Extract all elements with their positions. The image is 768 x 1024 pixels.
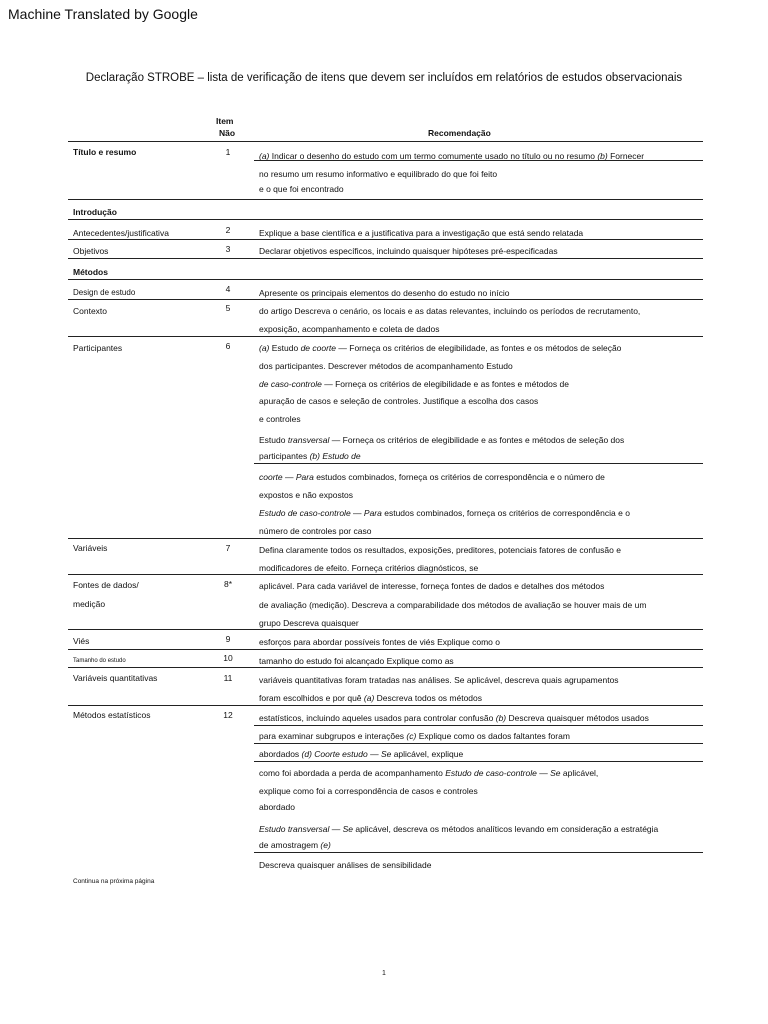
recommendation-text: aplicável. Para cada variável de interesse, forneça fontes de dados e detalhes dos métodos — [259, 581, 605, 591]
section-methods: Métodos — [73, 267, 108, 277]
row-number-objetivos: 3 — [225, 244, 231, 254]
recommendation-text: Declarar objetivos específicos, incluindo quaisquer hipóteses pré-especificadas — [259, 246, 558, 256]
row-rule — [68, 336, 703, 337]
row-number-fontes: 8* — [223, 579, 233, 589]
recommendation-text: participantes (b) Estudo de — [259, 451, 361, 461]
recommendation-text: Apresente os principais elementos do desenho do estudo no início — [259, 288, 510, 298]
recommendation-text: explique como foi a correspondência de casos e controles — [259, 786, 478, 796]
row-rule — [68, 574, 703, 575]
recommendation-text: expostos e não expostos — [259, 490, 354, 500]
recommendation-text: Estudo transversal — Forneça os critérios de elegibilidade e as fontes e métodos de seleção dos — [259, 435, 625, 445]
row-label-contexto: Contexto — [73, 306, 108, 316]
recommendation-text: dos participantes. Descrever métodos de acompanhamento Estudo — [259, 361, 513, 371]
row-rule — [254, 761, 703, 762]
row-number-variaveis: 7 — [225, 543, 231, 553]
recommendation-text: para examinar subgrupos e interações (c) Explique como os dados faltantes foram — [259, 731, 570, 741]
recommendation-text: esforços para abordar possíveis fontes de viés Explique como o — [259, 637, 500, 647]
row-label-objetivos: Objetivos — [73, 246, 109, 256]
recommendation-text: do artigo Descreva o cenário, os locais e as datas relevantes, incluindo os períodos de recrutamento, — [259, 306, 641, 316]
page-number: 1 — [382, 970, 386, 977]
row-number-vies: 9 — [225, 634, 231, 644]
row-rule — [68, 299, 703, 300]
recommendation-text: (a) Estudo de coorte — Forneça os critérios de elegibilidade, as fontes e os métodos de seleção — [259, 343, 622, 353]
header-item: Item — [216, 116, 234, 126]
row-rule — [68, 649, 703, 650]
recommendation-text: grupo Descreva quaisquer — [259, 618, 359, 628]
recommendation-text: foram escolhidos e por quê (a) Descreva todos os métodos — [259, 693, 483, 703]
row-label-design: Design de estudo — [73, 288, 136, 297]
row-number-estatisticos: 12 — [223, 710, 233, 720]
row-label-quantitativas: Variáveis quantitativas — [73, 673, 158, 683]
row-label-variaveis: Variáveis — [73, 543, 108, 553]
recommendation-text: modificadores de efeito. Forneça critérios diagnósticos, se — [259, 563, 479, 573]
row-rule — [68, 538, 703, 539]
recommendation-text: e o que foi encontrado — [259, 184, 344, 194]
row-number-antecedentes: 2 — [225, 225, 231, 235]
row-number-quantitativas: 11 — [223, 673, 233, 683]
row-rule — [68, 705, 703, 706]
row-number-tamanho: 10 — [223, 653, 233, 663]
recommendation-text: número de controles por caso — [259, 526, 372, 536]
recommendation-text: coorte — Para estudos combinados, forneça os critérios de correspondência e o número de — [259, 472, 605, 482]
row-label-fontes-2: medição — [73, 599, 106, 609]
recommendation-text: Defina claramente todos os resultados, exposições, preditores, potenciais fatores de confusão e — [259, 545, 621, 555]
recommendation-text: Descreva quaisquer análises de sensibilidade — [259, 860, 432, 870]
row-number-participantes: 6 — [225, 341, 231, 351]
recommendation-text: e controles — [259, 414, 301, 424]
recommendation-text: de caso-controle — Forneça os critérios de elegibilidade e as fontes e métodos de — [259, 379, 569, 389]
recommendation-text: exposição, acompanhamento e coleta de dados — [259, 324, 440, 334]
recommendation-text: abordados (d) Coorte estudo — Se aplicável, explique — [259, 749, 464, 759]
recommendation-text: abordado — [259, 802, 295, 812]
section-rule — [68, 279, 703, 280]
row-rule — [68, 629, 703, 630]
recommendation-text: tamanho do estudo foi alcançado Explique como as — [259, 656, 454, 666]
recommendation-text: estatísticos, incluindo aqueles usados para controlar confusão (b) Descreva quaisquer métodos usados — [259, 713, 649, 723]
row-label-tamanho: Tamanho do estudo — [73, 658, 126, 664]
recommendation-text: de avaliação (medição). Descreva a comparabilidade dos métodos de avaliação se houver mais de um — [259, 600, 647, 610]
header-number: Não — [219, 128, 236, 138]
row-rule — [68, 239, 703, 240]
recommendation-text: apuração de casos e seleção de controles. Justifique a escolha dos casos — [259, 396, 539, 406]
row-number-design: 4 — [225, 284, 231, 294]
document-title: Declaração STROBE – lista de verificação de itens que devem ser incluídos em relatórios de estudos observacionais — [85, 72, 683, 84]
row-rule — [254, 463, 703, 464]
header-rule — [68, 141, 703, 142]
recommendation-text: (a) Indicar o desenho do estudo com um termo comumente usado no título ou no resumo (b) Fornecer — [259, 151, 645, 161]
row-rule — [68, 667, 703, 668]
recommendation-text: de amostragem (e) — [259, 840, 331, 850]
recommendation-text: Explique a base científica e a justificativa para a investigação que está sendo relatada — [259, 228, 584, 238]
row-rule — [254, 725, 703, 726]
recommendation-text: Estudo transversal — Se aplicável, descreva os métodos analíticos levando em consideração a estratégia — [259, 824, 659, 834]
row-number-titulo: 1 — [225, 147, 231, 157]
row-label-vies: Viés — [73, 636, 90, 646]
recommendation-text: variáveis quantitativas foram tratadas nas análises. Se aplicável, descreva quais agrupamentos — [259, 675, 619, 685]
recommendation-text: Estudo de caso-controle — Para estudos combinados, forneça os critérios de correspondência e o — [259, 508, 630, 518]
section-rule — [68, 199, 703, 200]
row-rule — [254, 160, 703, 161]
row-label-participantes: Participantes — [73, 343, 123, 353]
recommendation-text: como foi abordada a perda de acompanhamento Estudo de caso-controle — Se aplicável, — [259, 768, 599, 778]
recommendation-text: no resumo um resumo informativo e equilibrado do que foi feito — [259, 169, 498, 179]
row-label-titulo: Título e resumo — [73, 147, 137, 157]
section-rule — [68, 219, 703, 220]
row-rule — [254, 852, 703, 853]
row-rule — [254, 743, 703, 744]
row-number-contexto: 5 — [225, 303, 231, 313]
section-rule — [68, 258, 703, 259]
section-intro: Introdução — [73, 207, 117, 217]
row-label-antecedentes: Antecedentes/justificativa — [73, 228, 169, 238]
header-recommendation: Recomendação — [428, 128, 491, 138]
continued-note: Continua na próxima página — [73, 878, 155, 885]
watermark: Machine Translated by Google — [8, 6, 198, 22]
row-label-estatisticos: Métodos estatísticos — [73, 710, 151, 720]
row-label-fontes: Fontes de dados/ — [73, 580, 139, 590]
